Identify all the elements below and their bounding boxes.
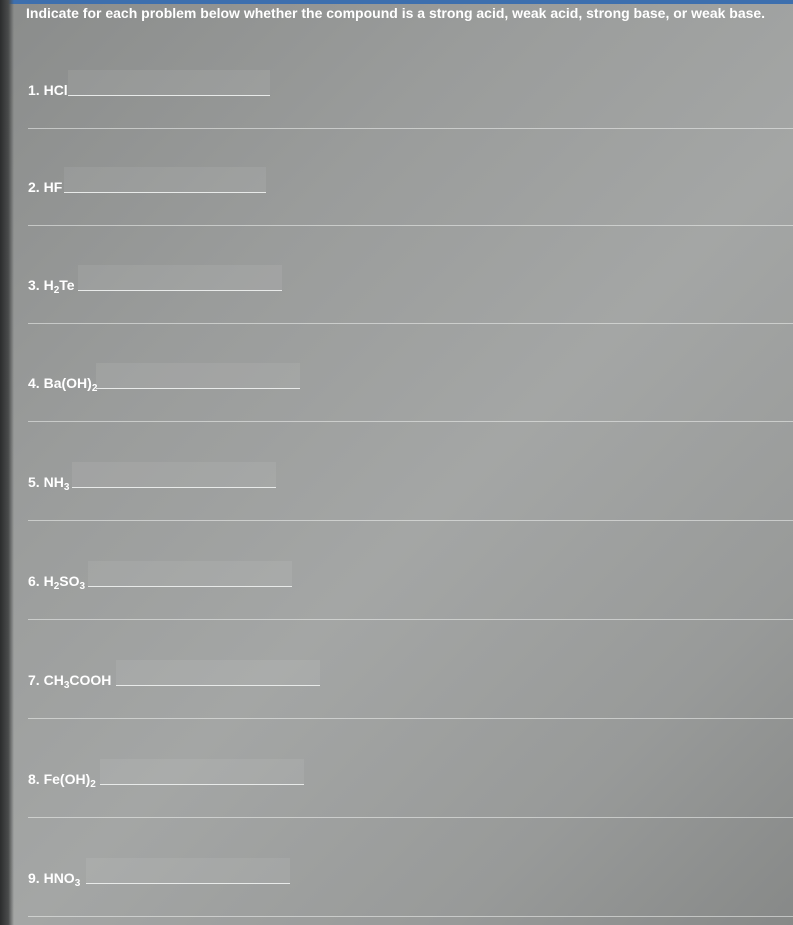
formula-subscript: 3 <box>74 878 81 889</box>
answer-input-2[interactable] <box>64 167 266 193</box>
formula-text: H <box>43 277 54 293</box>
answer-input-4[interactable] <box>96 363 300 389</box>
question-divider <box>28 421 793 422</box>
question-divider <box>28 718 793 719</box>
answer-input-9[interactable] <box>86 858 290 884</box>
instructions-text: Indicate for each problem below whether the compound is a strong acid, weak acid, strong base, or weak base. <box>26 5 766 21</box>
formula-subscript: 2 <box>53 285 60 296</box>
question-number: 2. <box>28 179 44 195</box>
answer-input-6[interactable] <box>88 561 292 587</box>
question-5 <box>28 462 788 522</box>
question-number: 4. <box>28 375 44 391</box>
formula-subscript: 2 <box>90 779 96 790</box>
compound-formula <box>43 277 75 296</box>
compound-formula <box>43 474 70 493</box>
formula-subscript: 3 <box>63 680 70 691</box>
question-label <box>28 771 96 790</box>
formula-text: H <box>43 573 54 589</box>
top-accent-strip <box>0 0 793 4</box>
compound-formula <box>43 375 98 394</box>
answer-input-8[interactable] <box>100 759 304 785</box>
question-number: 8. <box>28 771 44 787</box>
formula-text: Fe(OH) <box>43 771 91 787</box>
question-label <box>28 375 98 394</box>
answer-input-5[interactable] <box>72 462 276 488</box>
formula-text: HCl <box>43 82 68 98</box>
formula-text: HNO <box>43 870 75 886</box>
formula-text: NH <box>43 474 64 490</box>
question-9 <box>28 858 788 918</box>
question-label <box>28 672 112 691</box>
answer-input-3[interactable] <box>78 265 282 291</box>
compound-formula <box>43 870 81 889</box>
question-divider <box>28 520 793 521</box>
question-8 <box>28 759 788 819</box>
question-label <box>28 870 81 889</box>
question-label <box>28 277 75 296</box>
formula-subscript: 2 <box>53 581 60 592</box>
formula-text: CH <box>43 672 64 688</box>
question-number: 6. <box>28 573 44 589</box>
formula-subscript: 3 <box>63 482 70 493</box>
screen-left-edge <box>0 0 14 925</box>
question-label <box>28 179 62 195</box>
question-divider <box>28 916 793 917</box>
question-divider <box>28 225 793 226</box>
answer-input-1[interactable] <box>68 70 270 96</box>
question-7 <box>28 660 788 720</box>
question-label <box>28 573 86 592</box>
compound-formula <box>43 771 96 790</box>
question-divider <box>28 323 793 324</box>
question-number: 1. <box>28 82 44 98</box>
formula-text: Te <box>59 277 75 293</box>
question-2 <box>28 167 788 227</box>
question-label <box>28 474 70 493</box>
compound-formula <box>43 672 112 691</box>
question-6 <box>28 561 788 621</box>
question-divider <box>28 128 793 129</box>
formula-text: Ba(OH) <box>43 375 92 391</box>
formula-subscript: 2 <box>91 383 98 394</box>
question-number: 3. <box>28 277 44 293</box>
compound-formula <box>43 573 86 592</box>
question-number: 5. <box>28 474 44 490</box>
compound-formula <box>44 179 63 195</box>
question-number: 7. <box>28 672 44 688</box>
formula-text: COOH <box>69 672 112 688</box>
question-number: 9. <box>28 870 44 886</box>
formula-subscript: 3 <box>79 581 86 592</box>
question-4 <box>28 363 788 423</box>
formula-text: SO <box>59 573 80 589</box>
answer-input-7[interactable] <box>116 660 320 686</box>
question-divider <box>28 817 793 818</box>
question-1 <box>28 70 788 130</box>
compound-formula <box>44 82 68 98</box>
formula-text: HF <box>43 179 63 195</box>
question-label <box>28 82 68 98</box>
question-3 <box>28 265 788 325</box>
question-divider <box>28 619 793 620</box>
